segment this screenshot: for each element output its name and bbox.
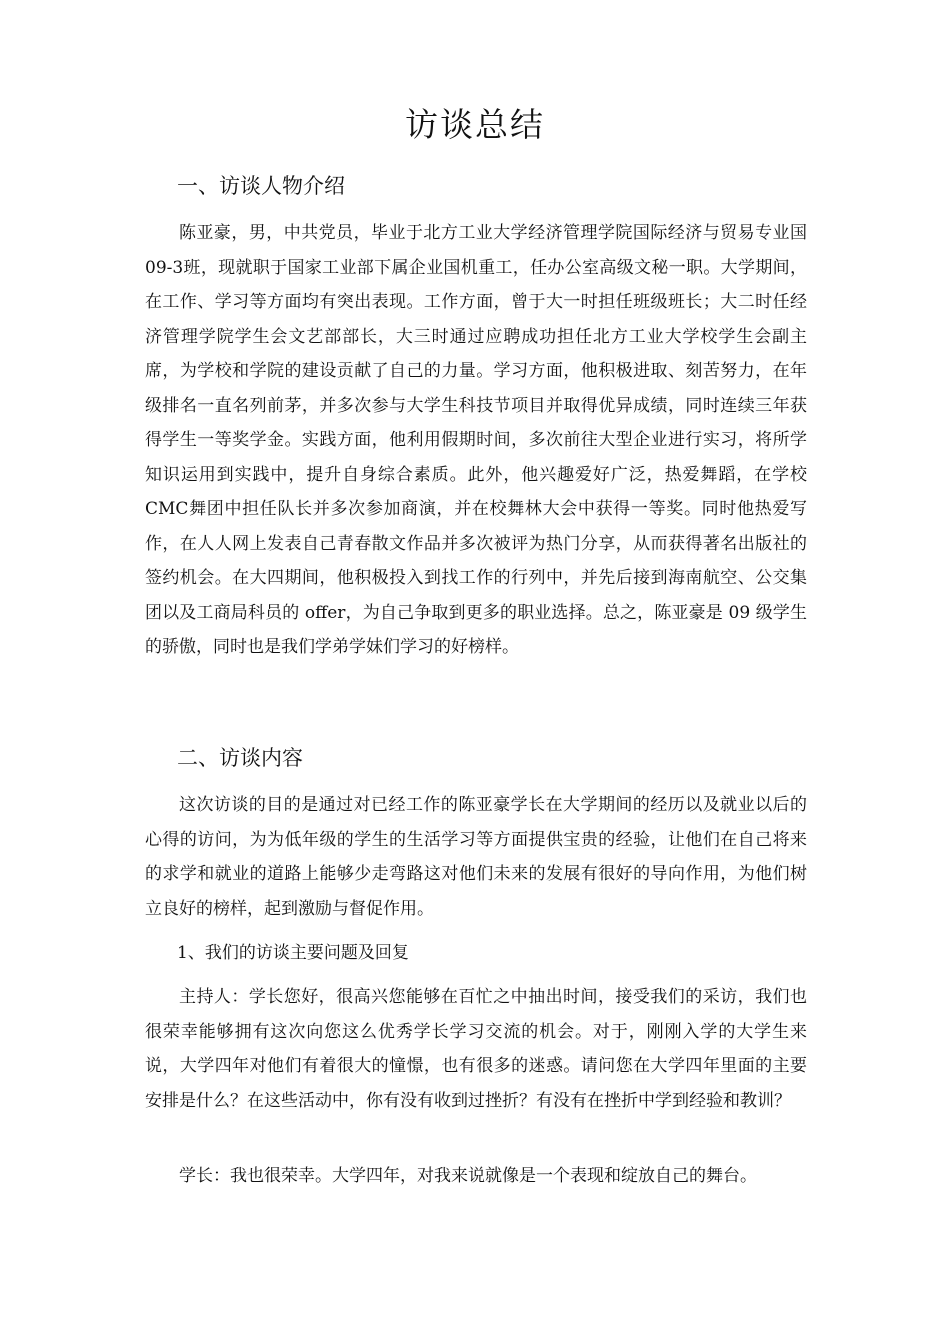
introduction-paragraph: 陈亚豪，男，中共党员，毕业于北方工业大学经济管理学院国际经济与贸易专业国09-3班，现就职于国家工业部下属企业国机重工，任办公室高级文秘一职。大学期间，在工作、学习等方面均有突出表现。工作方面，曾于大一时担任班级班长；大二时任经济管理学院学生会文艺部部长，大三时通过应聘成功担任北方工业大学校学生会副主席，为学校和学院的建设贡献了自己的力量。学习方面，他积极进取、刻苦努力，在年级排名一直名列前茅，并多次参与大学生科技节项目并取得优异成绩，同时连续三年获得学生一等奖学金。实践方面，他利用假期时间，多次前往大型企业进行实习，将所学知识运用到实践中，提升自身综合素质。此外，他兴趣爱好广泛，热爱舞蹈，在学校CMC舞团中担任队长并多次参加商演，并在校舞林大会中获得一等奖。同时他热爱写作，在人人网上发表自己青春散文作品并多次被评为热门分享，从而获得著名出版社的签约机会。在大四期间，他积极投入到找工作的行列中，并先后接到海南航空、公交集团以及工商局科员的 offer，为自己争取到更多的职业选择。总之，陈亚豪是 09 级学生的骄傲，同时也是我们学弟学妹们学习的好榜样。 <box>145 223 807 657</box>
host-question-paragraph: 主持人：学长您好，很高兴您能够在百忙之中抽出时间，接受我们的采访，我们也很荣幸能够拥有这次向您这么优秀学长学习交流的机会。对于，刚刚入学的大学生来说，大学四年对他们有着很大的憧憬，也有很多的迷惑。请问您在大学四年里面的主要安排是什么？在这些活动中，你有没有收到过挫折？有没有在挫折中学到经验和教训？ <box>145 987 807 1111</box>
senior-answer-paragraph: 学长：我也很荣幸。大学四年，对我来说就像是一个表现和绽放自己的舞台。 <box>179 1166 757 1186</box>
section-heading-interview-content: 二、访谈内容 <box>177 746 303 770</box>
interview-purpose-paragraph: 这次访谈的目的是通过对已经工作的陈亚豪学长在大学期间的经历以及就业以后的心得的访问，为为低年级的学生的生活学习等方面提供宝贵的经验，让他们在自己将来的求学和就业的道路上能够少走弯路这对他们未来的发展有很好的导向作用，为他们树立良好的榜样，起到激励与督促作用。 <box>145 795 807 919</box>
subheading-questions: 1、我们的访谈主要问题及回复 <box>177 943 409 963</box>
section-heading-introduction: 一、访谈人物介绍 <box>177 174 345 198</box>
document-title: 访谈总结 <box>405 105 545 144</box>
